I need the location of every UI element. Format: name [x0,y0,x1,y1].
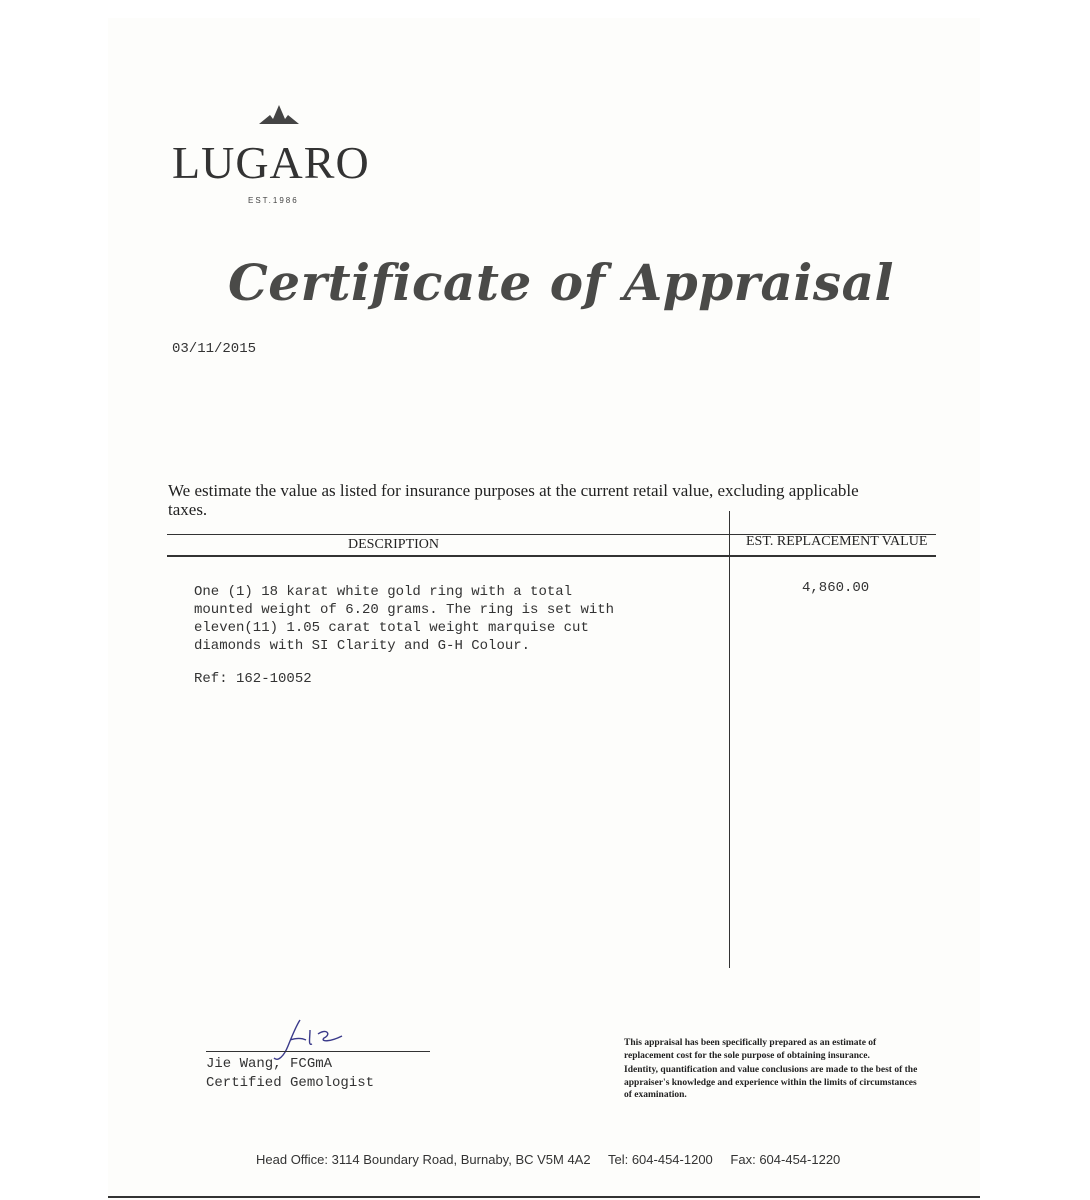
disclaimer-paragraph: Identity, quantification and value conclusions are made to the best of the appraiser's knowledge and experience within the limits of circumstances of examination. [624,1065,918,1100]
item-value: 4,860.00 [802,580,870,596]
signer-block [206,1055,374,1093]
footer-tel: Tel: 604-454-1200 [607,1152,713,1167]
appraisal-date: 03/11/2015 [172,341,257,357]
description-line: eleven(11) 1.05 carat total weight marquise cut [194,620,589,636]
description-line: diamonds with SI Clarity and G-H Colour. [194,638,531,654]
page-edge-rule [108,1196,980,1198]
table-header-rule [167,555,936,557]
disclaimer [624,1037,924,1104]
value-header: EST. REPLACEMENT VALUE [746,534,928,549]
footer-contact [256,1152,854,1167]
footer-address: Head Office: 3114 Boundary Road, Burnaby, BC V5M 4A2 [256,1152,591,1167]
disclaimer-paragraph: This appraisal has been specifically prepared as an estimate of replacement cost for the sole purpose of obtaining insurance. [624,1038,877,1061]
signature-line [206,1051,430,1052]
description-line: One (1) 18 karat white gold ring with a total [194,584,573,600]
signer-role: Certified Gemologist [206,1075,375,1091]
signer-name: Jie Wang, FCGmA [206,1056,333,1072]
established-label: EST.1986 [248,196,299,205]
crown-logo-icon [258,104,300,126]
document-title: Certificate of Appraisal [228,253,894,312]
footer-fax: Fax: 604-454-1220 [730,1152,841,1167]
brand-logo: LUGARO [172,137,370,188]
description-line: mounted weight of 6.20 grams. The ring is set with [194,602,615,618]
item-description [194,583,614,655]
column-divider [729,511,730,968]
item-reference: Ref: 162-10052 [194,671,312,687]
intro-statement: We estimate the value as listed for insurance purposes at the current retail value, excluding applicable taxes. [168,481,859,519]
description-header: DESCRIPTION [348,537,440,552]
